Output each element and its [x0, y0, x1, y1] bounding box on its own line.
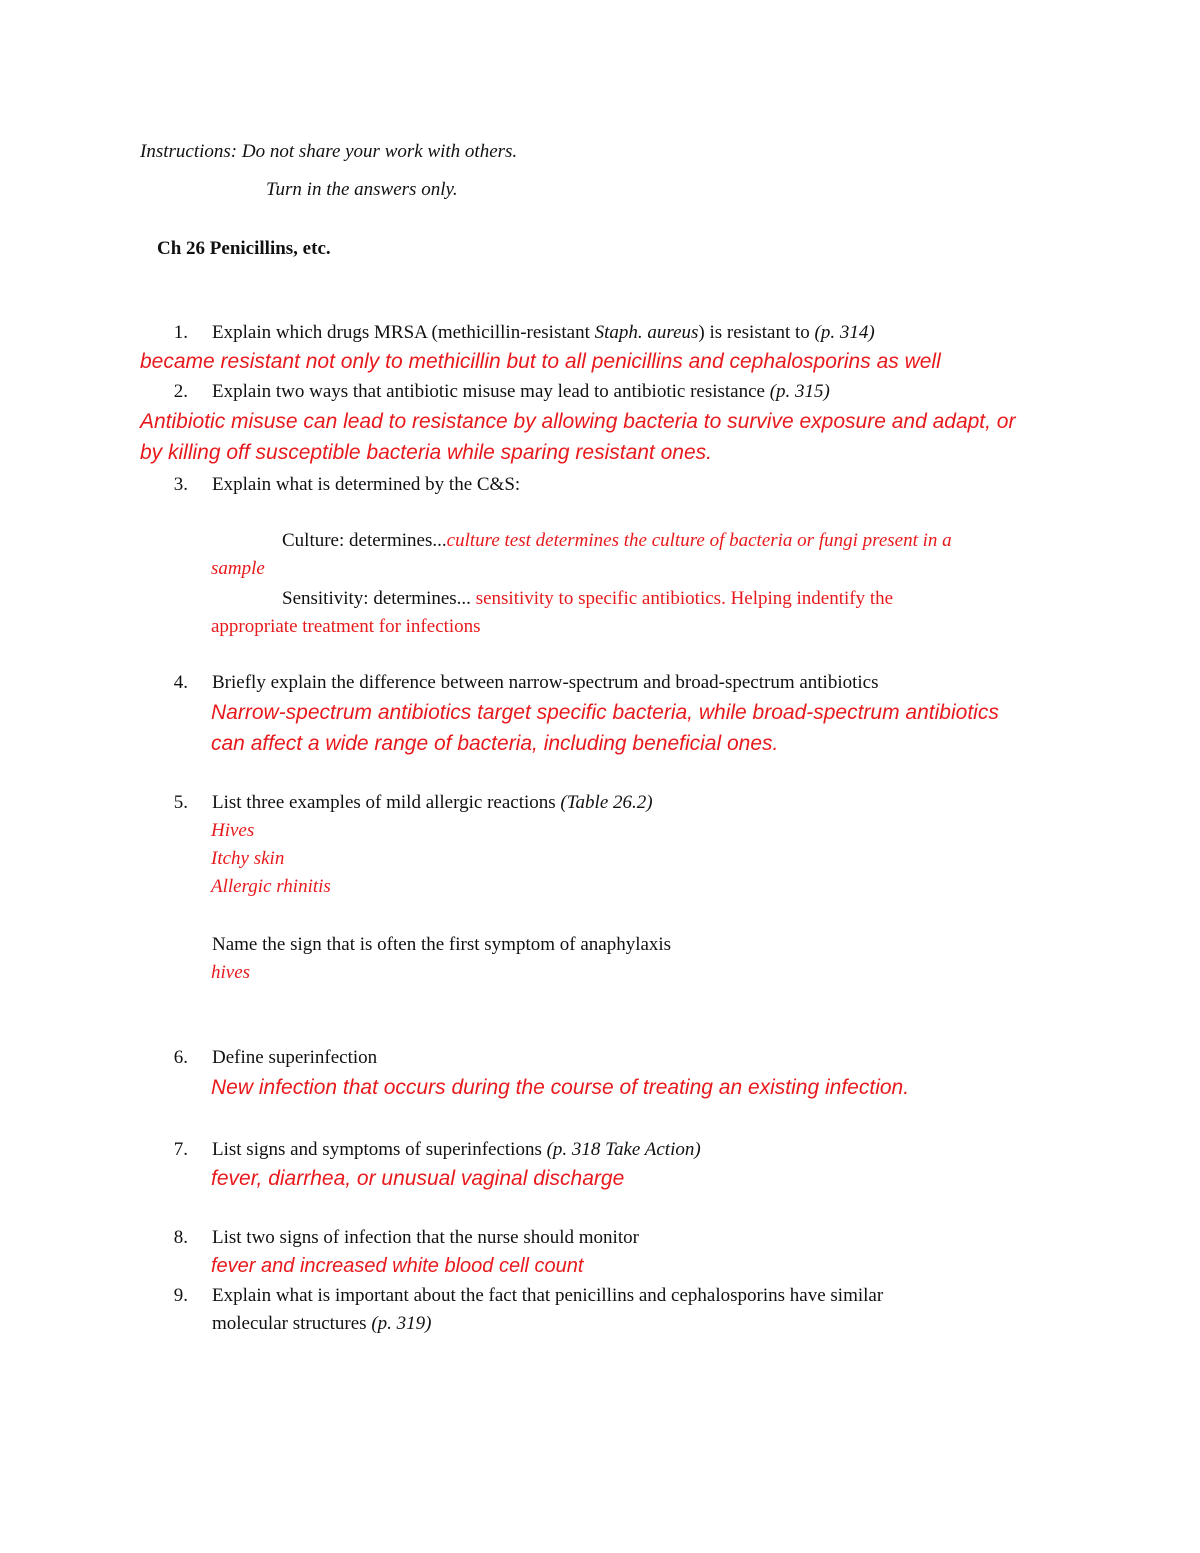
question-6-number: 6. — [173, 1047, 188, 1068]
answer-7: fever, diarrhea, or unusual vaginal discharge — [211, 1167, 625, 1190]
question-8-number: 8. — [173, 1227, 188, 1248]
instructions-line-2: Turn in the answers only. — [266, 179, 458, 200]
sensitivity-label: Sensitivity: determines... — [282, 588, 476, 609]
question-2-text-main: Explain two ways that antibiotic misuse may lead to antibiotic resistance — [212, 381, 770, 402]
question-9-number: 9. — [173, 1285, 188, 1306]
question-6-text: Define superinfection — [212, 1047, 378, 1068]
question-9-ref: (p. 319) — [371, 1313, 432, 1334]
question-9-text-line-2 — [212, 1312, 432, 1336]
question-1-number: 1. — [173, 322, 188, 343]
question-7-ref: (p. 318 Take Action) — [546, 1139, 701, 1160]
culture-answer-line-1: culture test determines the culture of bacteria or fungi present in a — [446, 530, 952, 551]
question-9-text-line-1: Explain what is important about the fact that penicillins and cephalosporins have similar — [212, 1285, 884, 1306]
question-5-number: 5. — [173, 792, 188, 813]
question-5-text — [212, 791, 653, 815]
question-2-text — [212, 380, 830, 404]
answer-8: fever and increased white blood cell count — [211, 1255, 584, 1277]
answer-2-line-1: Antibiotic misuse can lead to resistance by allowing bacteria to survive exposure and adapt, or — [140, 410, 1016, 433]
question-2-number: 2. — [173, 381, 188, 402]
question-3-text: Explain what is determined by the C&S: — [212, 474, 521, 495]
culture-answer-line-2: sample — [211, 558, 265, 579]
chapter-heading: Ch 26 Penicillins, etc. — [157, 238, 331, 259]
question-7-text — [212, 1138, 701, 1162]
answer-4-line-1: Narrow-spectrum antibiotics target specific bacteria, while broad-spectrum antibiotics — [211, 701, 999, 724]
answer-5-item: Itchy skin — [211, 848, 285, 869]
question-1-text-b: ) is resistant to — [698, 322, 815, 343]
answer-6: New infection that occurs during the course of treating an existing infection. — [211, 1076, 910, 1099]
question-1-ref: (p. 314) — [814, 322, 875, 343]
answer-2-line-2: by killing off susceptible bacteria while sparing resistant ones. — [140, 441, 712, 464]
culture-line — [282, 529, 952, 553]
question-5-subquestion: Name the sign that is often the first symptom of anaphylaxis — [212, 934, 672, 955]
question-1-text — [212, 321, 875, 345]
answer-4-line-2: can affect a wide range of bacteria, including beneficial ones. — [211, 732, 779, 755]
question-2-ref: (p. 315) — [769, 381, 830, 402]
question-5-text-main: List three examples of mild allergic reactions — [212, 792, 561, 813]
sensitivity-line — [282, 587, 893, 611]
answer-1: became resistant not only to methicillin but to all penicillins and cephalosporins as well — [140, 350, 941, 373]
question-3-number: 3. — [173, 474, 188, 495]
question-8-text: List two signs of infection that the nurse should monitor — [212, 1227, 639, 1248]
question-5-ref: (Table 26.2) — [560, 792, 653, 813]
instructions-line-1: Instructions: Do not share your work with others. — [140, 141, 518, 162]
answer-5-item: Allergic rhinitis — [211, 876, 331, 897]
sensitivity-answer-line-1: sensitivity to specific antibiotics. Helping indentify the — [475, 588, 894, 609]
question-7-text-main: List signs and symptoms of superinfections — [212, 1139, 547, 1160]
answer-5-item: Hives — [211, 820, 255, 841]
question-1-text-a: Explain which drugs MRSA (methicillin-resistant — [212, 322, 595, 343]
question-7-number: 7. — [173, 1139, 188, 1160]
culture-label: Culture: determines... — [282, 530, 447, 551]
question-1-text-italic: Staph. aureus — [594, 322, 699, 343]
answer-5-subanswer: hives — [211, 962, 251, 983]
question-4-text: Briefly explain the difference between narrow-spectrum and broad-spectrum antibiotics — [212, 672, 879, 693]
sensitivity-answer-line-2: appropriate treatment for infections — [211, 616, 481, 637]
question-9-text-main: molecular structures — [212, 1313, 372, 1334]
question-4-number: 4. — [173, 672, 188, 693]
